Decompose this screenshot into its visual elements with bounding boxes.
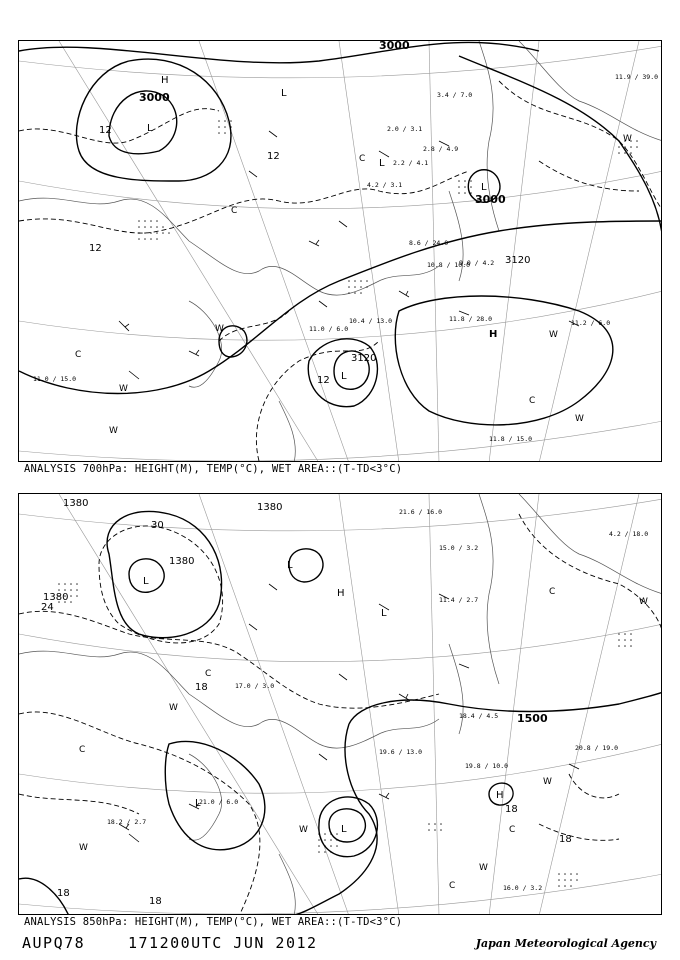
station-plot: 2.0 / 3.1 (387, 125, 423, 133)
isotherm-label: 12 (89, 243, 102, 254)
isotherm-label: 30 (151, 520, 164, 531)
pressure-center: H (489, 329, 498, 340)
map-700hpa (19, 41, 662, 462)
temp-marker: W (479, 863, 488, 873)
station-plot: 19.8 / 10.0 (465, 762, 509, 770)
station-plot: 4.2 / 18.0 (609, 530, 649, 538)
temp-marker: W (639, 597, 648, 607)
station-plot: 11.2 / 6.0 (571, 319, 611, 327)
station-plot: 11.0 / 15.0 (33, 375, 77, 383)
temp-marker: W (215, 324, 224, 334)
wet-area (618, 633, 632, 647)
height-contours (19, 511, 662, 915)
temp-marker: W (169, 703, 178, 713)
coastlines (19, 41, 662, 462)
chart-700hpa (18, 40, 662, 462)
pressure-center: L (281, 88, 287, 99)
station-plot: 10.8 / 10.0 (427, 261, 471, 269)
isotherm-label: 12 (99, 125, 112, 136)
warm-cold-markers (79, 587, 648, 891)
station-plot: 9.0 / 4.2 (459, 259, 495, 267)
contour-label: 1380 (63, 498, 89, 509)
station-plot: 21.0 / 6.0 (199, 798, 239, 806)
temp-marker: W (299, 825, 308, 835)
temp-marker: C (231, 206, 238, 216)
coastlines (19, 494, 662, 915)
temp-marker: W (623, 134, 632, 144)
station-plot: 11.0 / 6.0 (309, 325, 349, 333)
contour-label: 3000 (475, 193, 506, 206)
pressure-center: L (341, 824, 347, 835)
map-850hpa (19, 494, 662, 915)
station-plot: 18.4 / 4.5 (459, 712, 499, 720)
isotherm-label: 24 (41, 602, 54, 613)
temp-marker: W (543, 777, 552, 787)
isotherm-label: 18 (559, 834, 572, 845)
station-plot: 3.4 / 7.0 (437, 91, 473, 99)
temp-marker: C (205, 669, 212, 679)
pressure-center: H (337, 588, 345, 599)
station-plot: 20.8 / 19.0 (575, 744, 619, 752)
station-plot: 17.0 / 3.0 (235, 682, 275, 690)
pressure-center: L (195, 798, 201, 809)
isotherms (19, 514, 662, 915)
station-plot: 10.4 / 13.0 (349, 317, 393, 325)
isotherm-label: 18 (57, 888, 70, 899)
graticule (19, 494, 662, 915)
station-plot: 2.2 / 4.1 (393, 159, 429, 167)
wet-area (348, 280, 368, 294)
pressure-centers (147, 75, 497, 382)
temp-marker: W (109, 426, 118, 436)
pressure-center: L (481, 182, 487, 193)
station-plot: 8.6 / 24.0 (409, 239, 449, 247)
station-plot: 19.6 / 13.0 (379, 748, 423, 756)
isotherm-label: 12 (317, 375, 330, 386)
caption-700hpa: ANALYSIS 700hPa: HEIGHT(M), TEMP(°C), WET AREA::(T-TD<3°C) (24, 463, 403, 475)
pressure-center: L (341, 371, 347, 382)
isotherm-label: 12 (267, 151, 280, 162)
temp-marker: C (449, 881, 456, 891)
station-plot: 11.9 / 39.0 (615, 73, 659, 81)
temp-marker: W (119, 384, 128, 394)
station-plot: 4.2 / 3.1 (367, 181, 403, 189)
station-plot: 21.6 / 16.0 (399, 508, 443, 516)
contour-label: 1500 (517, 712, 548, 725)
station-plot: 15.0 / 3.2 (439, 544, 479, 552)
pressure-center: L (147, 123, 153, 134)
chart-850hpa (18, 493, 662, 915)
contour-label: 3000 (379, 41, 410, 52)
graticule (19, 41, 662, 462)
agency-credit: Japan Meteorological Agency (475, 937, 656, 950)
product-code: AUPQ78 (22, 934, 86, 952)
temp-marker: W (549, 330, 558, 340)
pressure-center: L (143, 576, 149, 587)
station-plot: 18.2 / 2.7 (107, 818, 147, 826)
pressure-center: H (161, 75, 169, 86)
contour-label: 1380 (257, 502, 283, 513)
isotherm-label: 18 (505, 804, 518, 815)
isotherm-label: 18 (149, 896, 162, 907)
temp-marker: C (79, 745, 86, 755)
temp-marker: C (359, 154, 366, 164)
temp-marker: W (575, 414, 584, 424)
temp-marker: W (79, 843, 88, 853)
station-plot: 11.8 / 15.0 (489, 435, 533, 443)
caption-850hpa: ANALYSIS 850hPa: HEIGHT(M), TEMP(°C), WET AREA::(T-TD<3°C) (24, 916, 403, 928)
contour-label: 3000 (139, 91, 170, 104)
pressure-center: L (379, 158, 385, 169)
pressure-center: H (496, 790, 504, 801)
contour-label: 1380 (169, 556, 195, 567)
station-plot: 16.0 / 3.2 (503, 884, 543, 892)
isotherms (19, 81, 662, 461)
pressure-center: L (287, 560, 293, 571)
station-plot: 11.8 / 28.0 (449, 315, 493, 323)
warm-cold-markers (75, 134, 632, 436)
station-plot: 11.4 / 2.7 (439, 596, 479, 604)
temp-marker: C (529, 396, 536, 406)
contour-label: 1380 (43, 592, 69, 603)
contour-label: 3120 (505, 255, 531, 266)
contour-label: 3120 (351, 353, 377, 364)
height-labels (43, 498, 548, 725)
wet-area (558, 873, 578, 887)
pressure-center: L (381, 608, 387, 619)
valid-time: 171200UTC JUN 2012 (128, 934, 318, 952)
wet-area (428, 823, 442, 831)
height-contours (19, 42, 662, 424)
temp-marker: C (75, 350, 82, 360)
temp-marker: C (509, 825, 516, 835)
isotherm-label: 18 (195, 682, 208, 693)
temp-marker: C (549, 587, 556, 597)
station-plot: 2.8 / 4.9 (423, 145, 459, 153)
